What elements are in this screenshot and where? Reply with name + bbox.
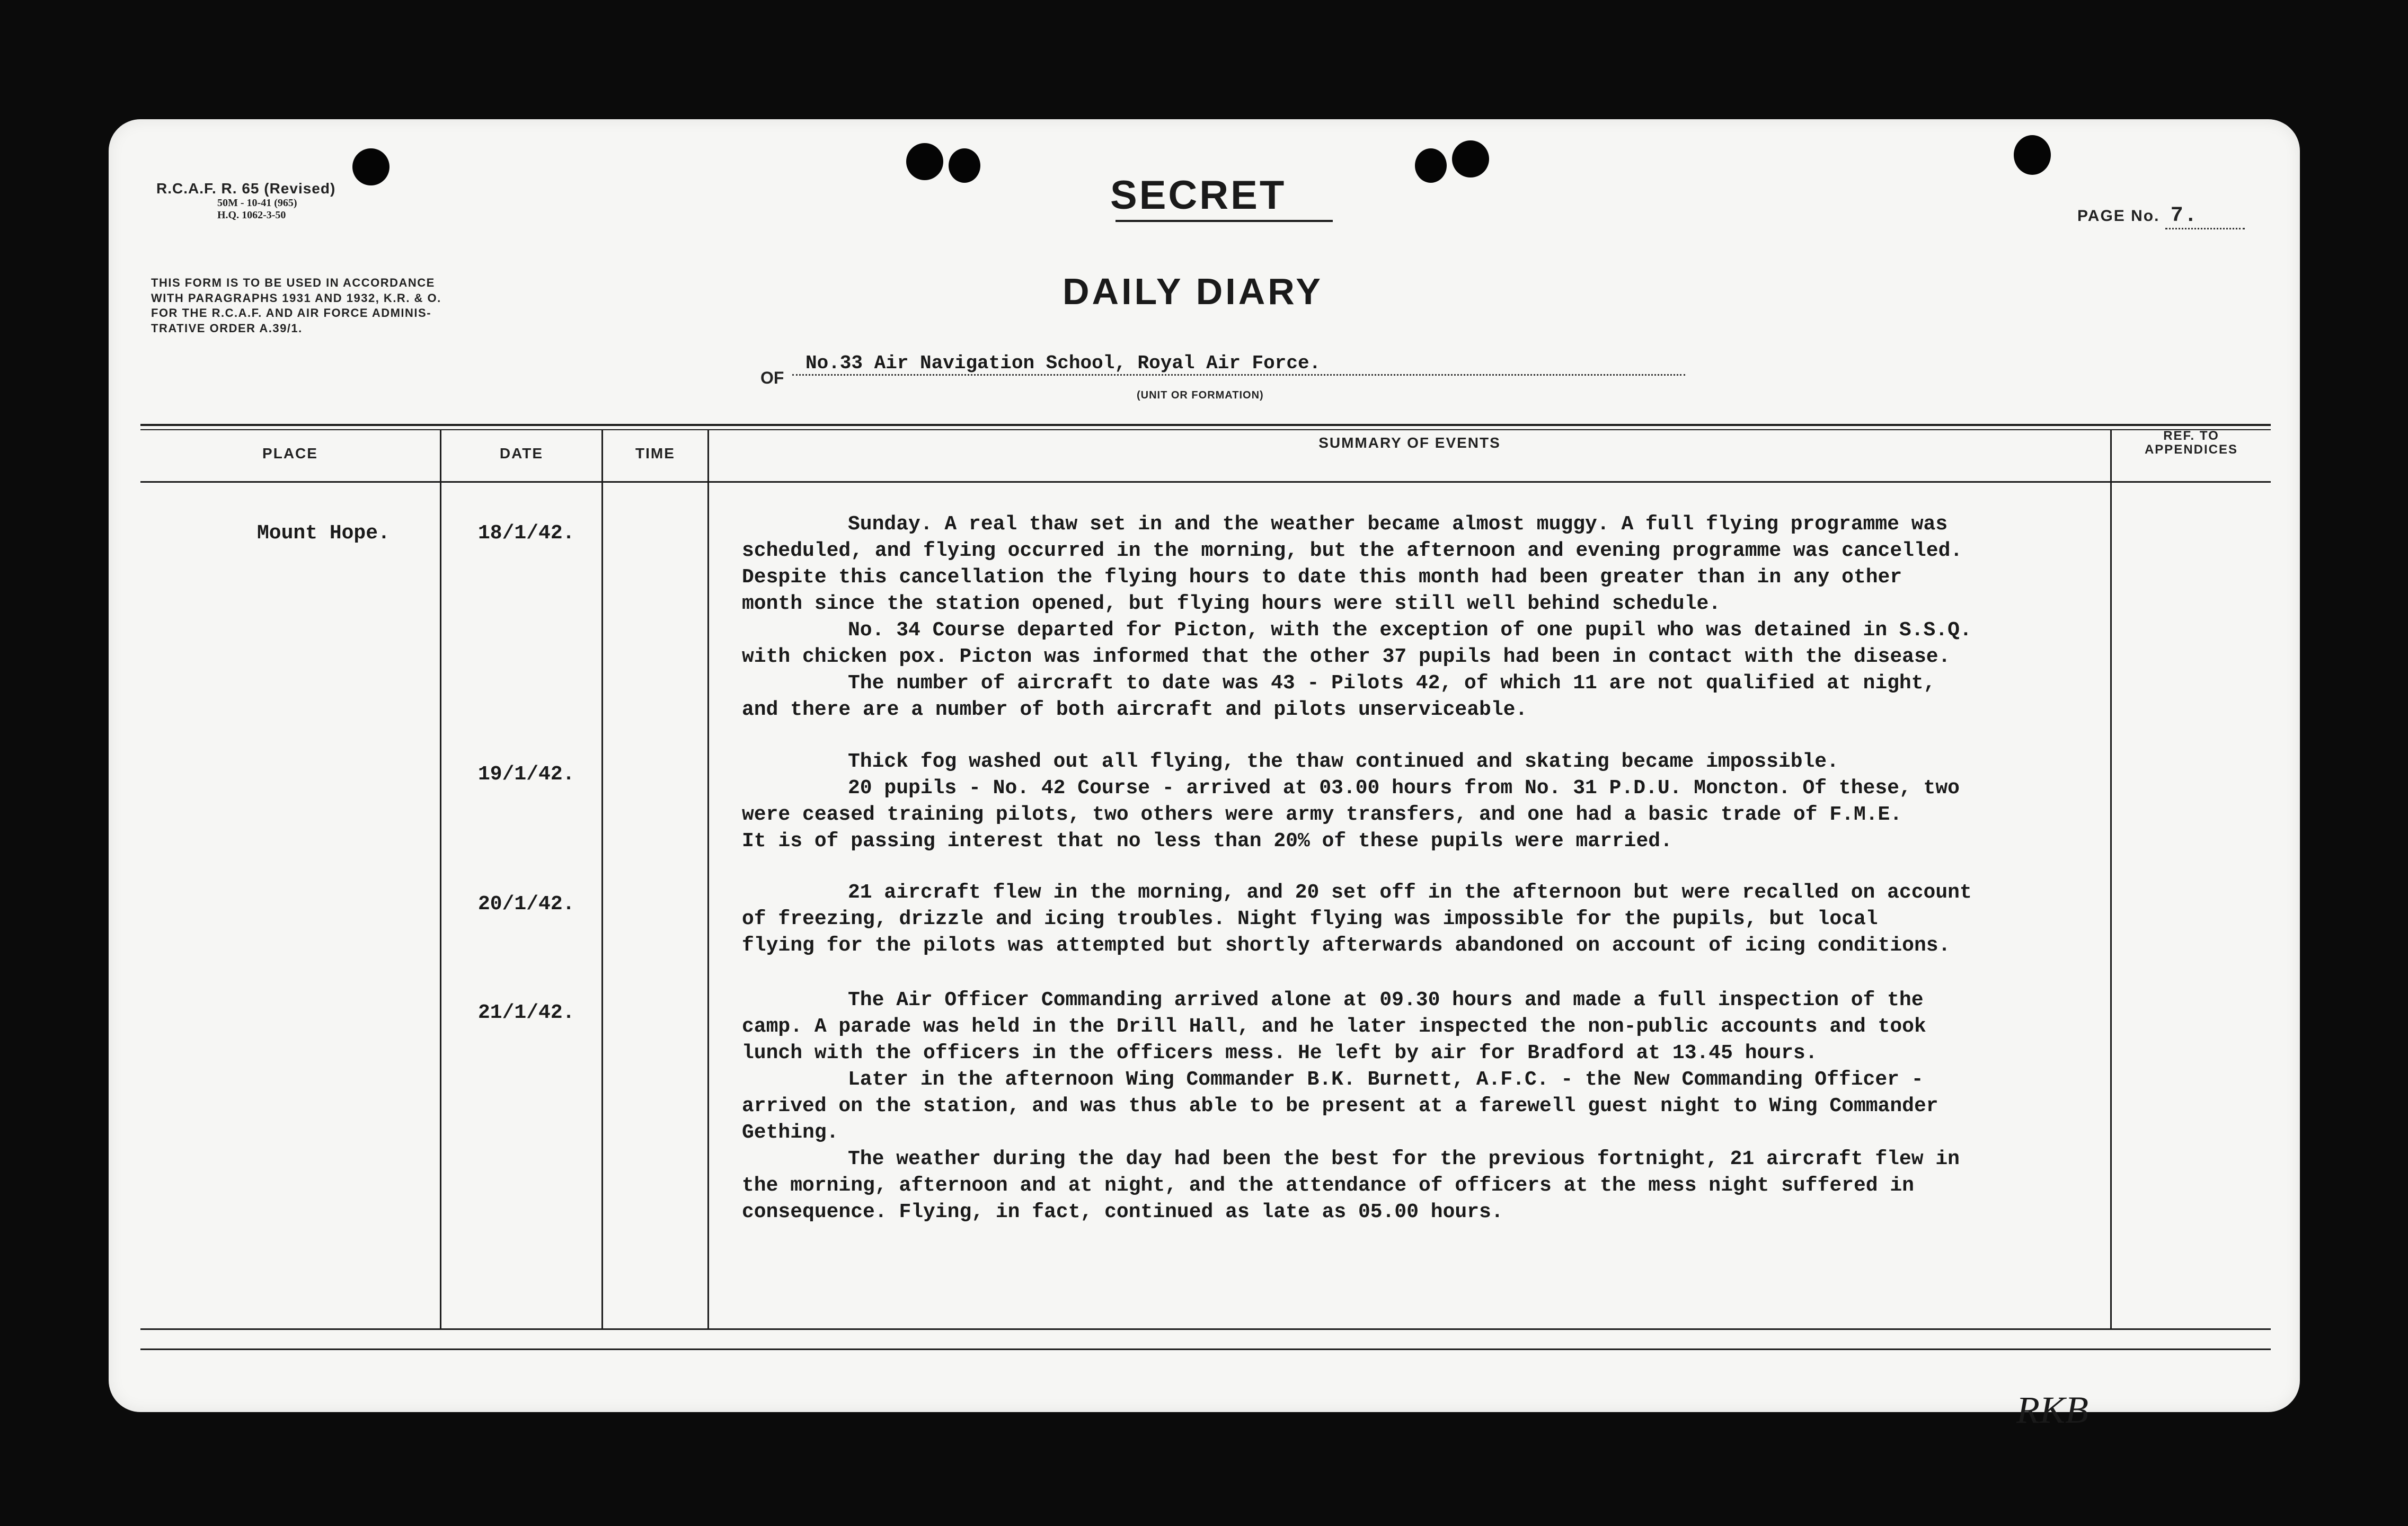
unit-caption: (UNIT OR FORMATION)	[1137, 389, 1264, 401]
entry-summary	[742, 749, 2226, 855]
summary-line: Later in the afternoon Wing Commander B.K. Burnett, A.F.C. - the New Commanding Officer -	[848, 1068, 1924, 1091]
of-label: OF	[760, 368, 784, 387]
summary-line: lunch with the officers in the officers mess. He left by air for Bradford at 13.45 hours.	[742, 1042, 1818, 1064]
summary-paragraph	[742, 617, 2226, 670]
entry-date: 21/1/42.	[478, 1001, 575, 1024]
summary-line: Thick fog washed out all flying, the thaw continued and skating became impossible.	[848, 750, 1839, 773]
ref-line: REF. TO	[2163, 429, 2219, 443]
column-header-ref	[2112, 429, 2271, 457]
column-header-summary: SUMMARY OF EVENTS	[1318, 434, 1501, 451]
form-instructions	[151, 276, 575, 336]
entry-date: 18/1/42.	[478, 522, 575, 545]
summary-line: month since the station opened, but flying hours were still well behind schedule.	[742, 592, 1721, 615]
summary-paragraph	[742, 749, 2226, 775]
summary-line: 21 aircraft flew in the morning, and 20 set off in the afternoon but were recalled on account	[848, 881, 1972, 904]
summary-paragraph	[742, 670, 2226, 723]
instruction-line: TRATIVE ORDER A.39/1.	[151, 321, 303, 335]
entry-summary	[742, 511, 2226, 723]
unit-field: No.33 Air Navigation School, Royal Air Force.	[792, 352, 1685, 376]
summary-paragraph	[742, 1067, 2226, 1146]
diary-sheet	[109, 119, 2300, 1431]
summary-line: No. 34 Course departed for Picton, with the exception of one pupil who was detained in S.S.Q.	[848, 619, 1972, 642]
classification-label: SECRET	[1110, 173, 1287, 218]
header-bottom-rule	[140, 481, 2271, 483]
signature-initials: RKB	[2016, 1389, 2088, 1431]
summary-line: flying for the pilots was attempted but shortly afterwards abandoned on account of icing conditions.	[742, 934, 1951, 957]
table-top-rule-2	[140, 429, 2271, 430]
summary-line: camp. A parade was held in the Drill Hall, and he later inspected the non-public accounts and took	[742, 1015, 1926, 1038]
column-header-time: TIME	[635, 445, 675, 462]
entry-summary	[742, 987, 2226, 1226]
summary-line: with chicken pox. Picton was informed that the other 37 pupils had been in contact with the disease.	[742, 645, 1951, 668]
summary-line: Despite this cancellation the flying hours to date this month had been greater than in any other	[742, 566, 1902, 589]
summary-line: were ceased training pilots, two others were army transfers, and one had a basic trade of F.M.E.	[742, 803, 1902, 826]
summary-line: 20 pupils - No. 42 Course - arrived at 03.00 hours from No. 31 P.D.U. Moncton. Of these, two	[848, 777, 1960, 800]
entry-date: 20/1/42.	[478, 893, 575, 916]
summary-line: of freezing, drizzle and icing troubles. Night flying was impossible for the pupils, but local	[742, 908, 1878, 930]
summary-paragraph	[742, 987, 2226, 1067]
page-number: 7.	[2165, 204, 2245, 229]
summary-line: The number of aircraft to date was 43 - Pilots 42, of which 11 are not qualified at night,	[848, 672, 1936, 695]
instruction-line: WITH PARAGRAPHS 1931 AND 1932, K.R. & O.	[151, 291, 441, 305]
column-header-date: DATE	[499, 445, 544, 462]
sheet-bottom-rule	[140, 1348, 2271, 1350]
column-divider	[601, 429, 603, 1330]
page-title: DAILY DIARY	[1063, 271, 1323, 312]
summary-line: The weather during the day had been the best for the previous fortnight, 21 aircraft flew in	[848, 1148, 1960, 1170]
punch-hole	[949, 148, 980, 183]
summary-line: the morning, afternoon and at night, and the attendance of officers at the mess night suffered in	[742, 1174, 1914, 1197]
punch-hole	[1452, 140, 1489, 178]
entry-summary	[742, 880, 2226, 959]
hq-code: H.Q. 1062-3-50	[217, 209, 286, 221]
summary-line: and there are a number of both aircraft and pilots unserviceable.	[742, 698, 1528, 721]
page-label: PAGE No.	[2077, 207, 2160, 225]
instruction-line: FOR THE R.C.A.F. AND AIR FORCE ADMINIS-	[151, 306, 432, 320]
summary-line: Sunday. A real thaw set in and the weather became almost muggy. A full flying programme was	[848, 513, 1948, 536]
punch-hole	[906, 143, 943, 180]
table-bottom-rule	[140, 1328, 2271, 1330]
print-code: 50M - 10-41 (965)	[217, 197, 297, 209]
summary-paragraph	[742, 1146, 2226, 1226]
summary-line: Gething.	[742, 1121, 839, 1144]
entry-date: 19/1/42.	[478, 763, 575, 786]
punch-hole	[2014, 135, 2051, 175]
punch-hole	[1415, 148, 1447, 183]
table-top-rule	[140, 424, 2271, 426]
column-divider	[440, 429, 441, 1330]
summary-paragraph	[742, 880, 2226, 959]
summary-line: It is of passing interest that no less than 20% of these pupils were married.	[742, 830, 1672, 853]
summary-line: arrived on the station, and was thus able to be present at a farewell guest night to Wing Commander	[742, 1095, 1938, 1117]
entry-place: Mount Hope.	[257, 522, 390, 545]
summary-paragraph	[742, 775, 2226, 855]
classification-underline	[1116, 220, 1333, 222]
summary-line: consequence. Flying, in fact, continued as late as 05.00 hours.	[742, 1201, 1503, 1223]
column-header-place: PLACE	[262, 445, 318, 462]
page-number-field	[2077, 204, 2245, 229]
form-identifier	[156, 180, 335, 221]
ref-line: APPENDICES	[2144, 442, 2238, 457]
summary-line: scheduled, and flying occurred in the morning, but the afternoon and evening programme was cancelled.	[742, 539, 1963, 562]
form-number: R.C.A.F. R. 65 (Revised)	[156, 180, 336, 197]
column-divider	[707, 429, 709, 1330]
instruction-line: THIS FORM IS TO BE USED IN ACCORDANCE	[151, 276, 435, 289]
summary-line: The Air Officer Commanding arrived alone at 09.30 hours and made a full inspection of the	[848, 989, 1924, 1012]
summary-paragraph	[742, 511, 2226, 617]
punch-hole	[352, 148, 389, 185]
